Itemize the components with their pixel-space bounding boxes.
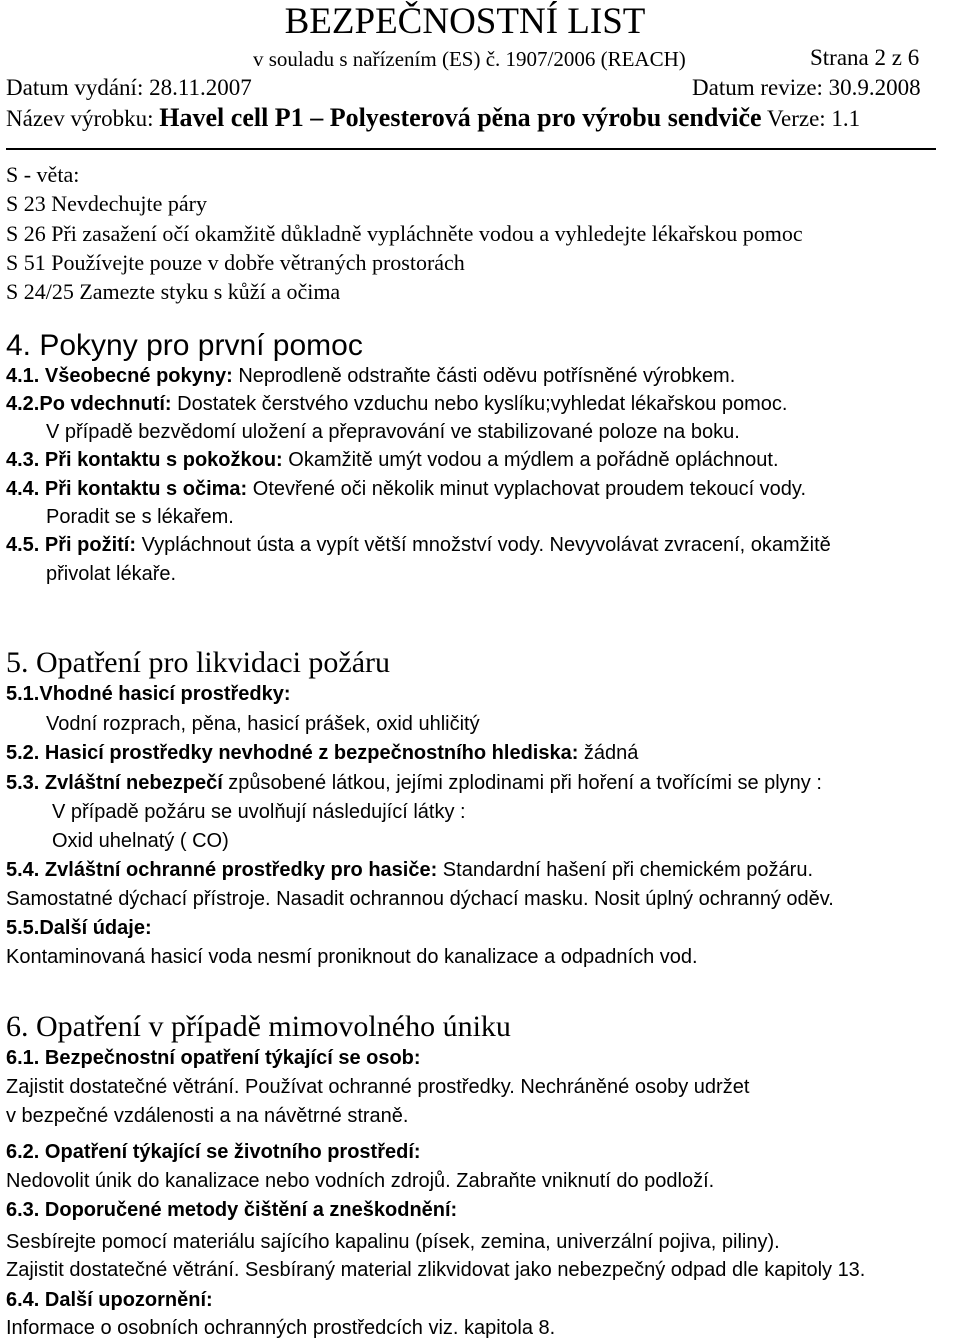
subsection-label: 5.5.Další údaje: [6, 917, 152, 939]
subsection-label: 5.4. Zvláštní ochranné prostředky pro hasiče: [6, 859, 438, 881]
first-aid-skin [6, 447, 779, 473]
document-title: BEZPEČNOSTNÍ LIST [284, 1, 646, 42]
subsection-text: Sesbírejte pomocí materiálu sajícího kapalinu (písek, zemina, univerzální pojiva, piliny). [6, 1231, 780, 1253]
subsection-label: 6.2. Opatření týkající se životního prostředí: [6, 1141, 421, 1163]
s-phrase-item: S 26 Při zasažení očí okamžitě důkladně vypláchněte vodou a vyhledejte lékařskou pomoc [6, 221, 803, 246]
subsection-continuation: Poradit se s lékařem. [46, 506, 234, 528]
subsection-label: 6.3. Doporučené metody čištění a zneškodnění: [6, 1199, 458, 1221]
s-phrase-item: S 51 Používejte pouze v dobře větraných prostorách [6, 250, 465, 275]
subsection-label: 5.3. Zvláštní nebezpečí [6, 772, 223, 794]
subsection-continuation: přivolat lékaře. [46, 563, 177, 585]
first-aid-general [6, 363, 735, 389]
subsection-continuation: V případě bezvědomí uložení a přepravování ve stabilizované poloze na boku. [46, 421, 740, 443]
s-phrases-heading: S - věta: [6, 162, 80, 187]
subsection-label: 4.4. Při kontaktu s očima: [6, 478, 248, 500]
subsection-continuation: Samostatné dýchací přístroje. Nasadit ochrannou dýchací masku. Nosit úplný ochranný oděv. [6, 888, 834, 910]
page-number: Strana 2 z 6 [810, 45, 920, 70]
s-phrase-item: S 23 Nevdechujte páry [6, 191, 207, 216]
issue-date: Datum vydání: 28.11.2007 [6, 75, 252, 100]
subsection-text: Kontaminovaná hasicí voda nesmí proniknout do kanalizace a odpadních vod. [6, 946, 698, 968]
subsection-label: 4.2.Po vdechnutí: [6, 393, 172, 415]
version: Verze: 1.1 [766, 106, 861, 131]
special-hazards [6, 770, 822, 796]
subsection-text: žádná [578, 742, 639, 764]
subsection-label: 4.5. Při požití: [6, 534, 137, 556]
first-aid-inhalation [6, 391, 787, 417]
subsection-label: 4.3. Při kontaktu s pokožkou: [6, 449, 283, 471]
section-6-heading: 6. Opatření v případě mimovolného úniku [6, 1010, 511, 1043]
revision-date: Datum revize: 30.9.2008 [692, 75, 921, 100]
section-4-heading: 4. Pokyny pro první pomoc [6, 329, 363, 362]
subsection-text: Informace o osobních ochranných prostředcích viz. kapitola 8. [6, 1317, 556, 1339]
subsection-text: Vypláchnout ústa a vypít větší množství vody. Nevyvolávat zvracení, okamžitě [136, 534, 831, 556]
subsection-text: v bezpečné vzdálenosti a na návětrné straně. [6, 1105, 409, 1127]
subsection-label: 5.1.Vhodné hasicí prostředky: [6, 683, 291, 705]
subsection-text: Vodní rozprach, pěna, hasicí prášek, oxid uhličitý [46, 713, 480, 735]
header-divider [6, 148, 936, 150]
regulation-subtitle: v souladu s nařízením (ES) č. 1907/2006 (REACH) [253, 47, 686, 71]
firefighter-equipment [6, 857, 813, 883]
subsection-text: Okamžitě umýt vodou a mýdlem a pořádně opláchnout. [282, 449, 779, 471]
section-5-heading: 5. Opatření pro likvidaci požáru [6, 646, 391, 679]
subsection-text: způsobené látkou, jejími zplodinami při hoření a tvořícími se plyny : [222, 772, 822, 794]
unsuitable-extinguishing [6, 740, 638, 766]
first-aid-ingestion [6, 532, 831, 558]
first-aid-eyes [6, 476, 806, 502]
subsection-text: Otevřené oči několik minut vyplachovat proudem tekoucí vody. [247, 478, 807, 500]
subsection-label: 6.1. Bezpečnostní opatření týkající se osob: [6, 1047, 421, 1069]
subsection-continuation: Oxid uhelnatý ( CO) [52, 830, 229, 852]
subsection-text: Zajistit dostatečné větrání. Používat ochranné prostředky. Nechráněné osoby udržet [6, 1076, 750, 1098]
subsection-text: Dostatek čerstvého vzduchu nebo kyslíku;vyhledat lékařskou pomoc. [171, 393, 788, 415]
product-label: Název výrobku: [6, 106, 154, 131]
subsection-label: 6.4. Další upozornění: [6, 1289, 213, 1311]
product-line [6, 103, 860, 134]
subsection-text: Nedovolit únik do kanalizace nebo vodních zdrojů. Zabraňte vniknutí do podloží. [6, 1170, 715, 1192]
s-phrase-item: S 24/25 Zamezte styku s kůží a očima [6, 279, 341, 304]
subsection-text: Standardní hašení při chemickém požáru. [437, 859, 814, 881]
subsection-label: 4.1. Všeobecné pokyny: [6, 365, 233, 387]
subsection-continuation: V případě požáru se uvolňují následující látky : [52, 801, 466, 823]
subsection-text: Zajistit dostatečné větrání. Sesbíraný material zlikvidovat jako nebezpečný odpad dle kapitoly 13. [6, 1259, 866, 1281]
subsection-text: Neprodleně odstraňte části oděvu potřísněné výrobkem. [232, 365, 736, 387]
subsection-label: 5.2. Hasicí prostředky nevhodné z bezpečnostního hlediska: [6, 742, 579, 764]
product-name: Havel cell P1 – Polyesterová pěna pro výrobu sendviče [159, 103, 762, 132]
